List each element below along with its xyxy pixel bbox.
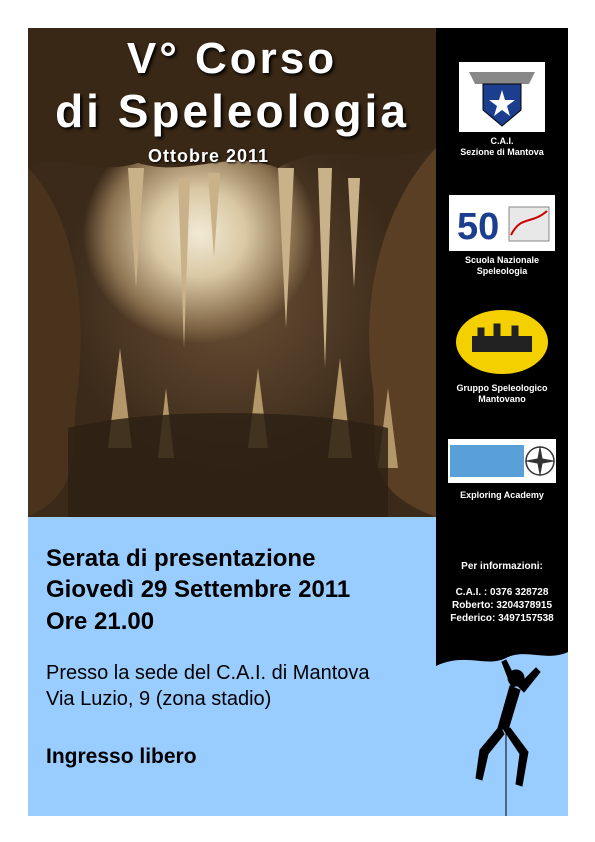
title-line-2: di Speleologia	[55, 85, 409, 137]
climber-area	[436, 638, 568, 816]
scuola-speleologia-logo-icon	[449, 195, 555, 251]
svg-text:50: 50	[457, 206, 500, 248]
venue-line-2: Via Luzio, 9 (zona stadio)	[46, 688, 272, 710]
sponsor-caption-cai: C.A.I.	[490, 136, 514, 146]
sponsor-caption-exploring: Exploring Academy	[460, 490, 544, 500]
event-headline-2: Giovedì 29 Settembre 2011	[46, 576, 351, 603]
subtitle-date: Ottobre 2011	[148, 146, 270, 166]
event-panel	[28, 517, 436, 816]
sponsor-caption-scuola: Scuola Nazionale	[464, 255, 540, 265]
contacts-title: Per informazioni:	[461, 561, 543, 572]
sponsor-subcaption-gruppo: Mantovano	[478, 394, 526, 404]
title-line-1: V° Corso	[126, 34, 338, 83]
sponsor-subcaption-cai: Sezione di Mantova	[460, 147, 544, 157]
exploring-academy-logo-icon	[448, 439, 556, 483]
contact-line: Roberto: 3204378915	[451, 600, 553, 611]
sponsor-caption-gruppo: Gruppo Speleologico	[456, 383, 548, 393]
poster	[28, 28, 568, 816]
sponsor-sidebar	[436, 28, 568, 638]
cave-photo	[28, 28, 436, 517]
climber-silhouette-icon	[436, 638, 568, 816]
contact-line: C.A.I. : 0376 328728	[455, 587, 549, 598]
sponsor-subcaption-scuola: Speleologia	[476, 266, 528, 276]
venue-line-1: Presso la sede del C.A.I. di Mantova	[46, 662, 370, 684]
event-headline-3: Ore 21.00	[46, 608, 155, 635]
contact-line: Federico: 3497157538	[450, 613, 554, 624]
gruppo-speleologico-logo-icon	[454, 308, 550, 376]
event-headline-1: Serata di presentazione	[46, 545, 316, 572]
free-entry: Ingresso libero	[46, 745, 197, 768]
cai-emblem-icon	[459, 62, 545, 132]
